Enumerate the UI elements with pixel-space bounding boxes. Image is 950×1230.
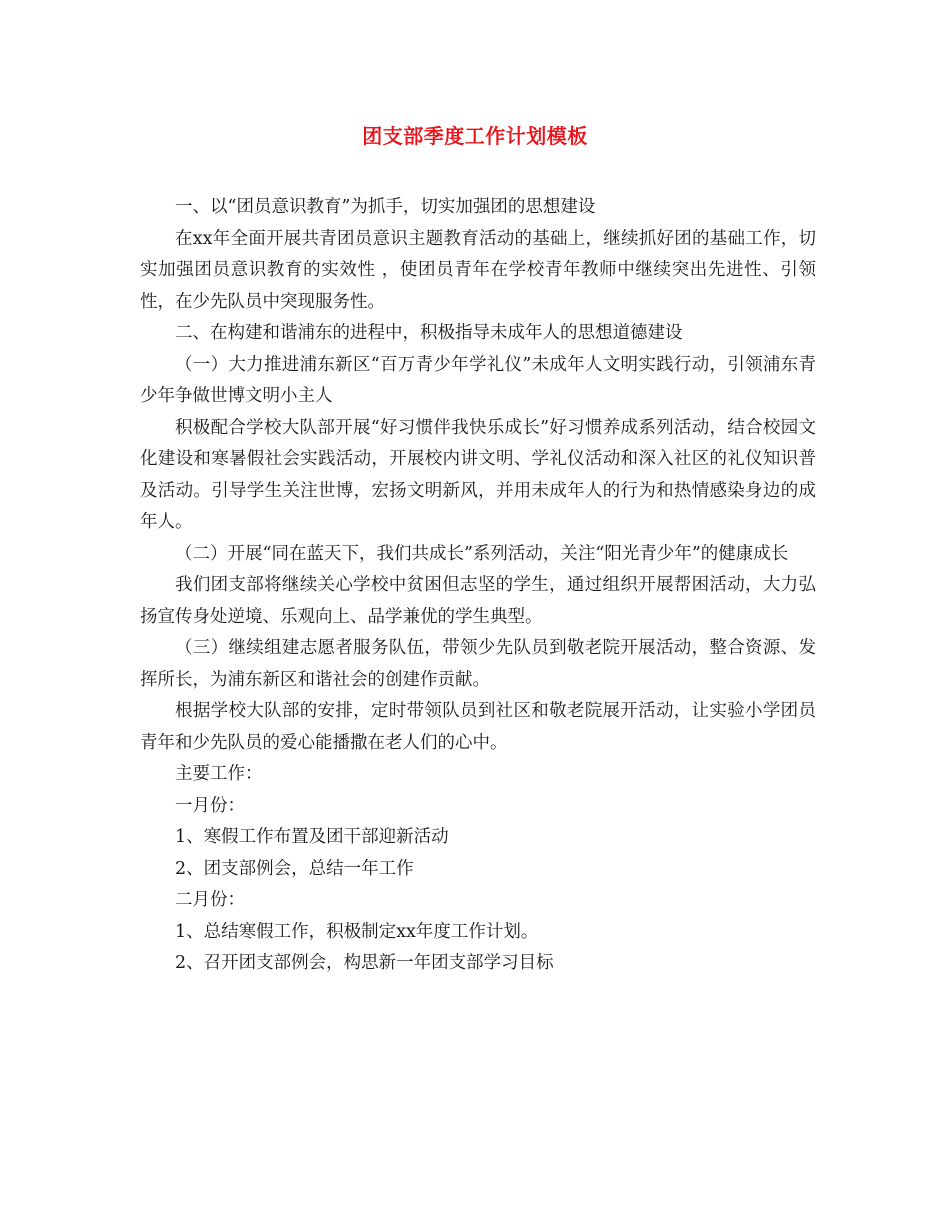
paragraph: 根据学校大队部的安排，定时带领队员到社区和敬老院展开活动，让实验小学团员青年和少先队员的爱心能播撒在老人们的心中。 <box>140 701 816 753</box>
page-title: 团支部季度工作计划模板 <box>362 124 588 148</box>
paragraph: 积极配合学校大队部开展“好习惯伴我快乐成长”好习惯养成系列活动，结合校园文化建设和寒暑假社会实践活动，开展校内讲文明、学礼仪活动和深入社区的礼仪知识普及活动。引导学生关注世博，宏扬文明新风，并用未成年人的行为和热情感染身边的成年人。 <box>140 417 816 532</box>
paragraph: 二、在构建和谐浦东的进程中，积极指导未成年人的思想道德建设 <box>175 323 683 343</box>
paragraph: 一月份： <box>175 795 245 816</box>
document-body <box>140 192 816 980</box>
paragraph: （三）继续组建志愿者服务队伍，带领少先队员到敬老院开展活动，整合资源、发挥所长，为浦东新区和谐社会的创建作贡献。 <box>140 638 816 690</box>
paragraph: （二）开展“同在蓝天下，我们共成长”系列活动，关注“阳光青少年”的健康成长 <box>175 543 789 564</box>
paragraph: 1、寒假工作布置及团干部迎新活动 <box>175 827 449 847</box>
paragraph: 1、总结寒假工作，积极制定xx年度工作计划。 <box>175 921 539 942</box>
paragraph: （一）大力推进浦东新区“百万青少年学礼仪”未成年人文明实践行动，引领浦东青少年争做世博文明小主人 <box>140 354 816 406</box>
paragraph: 主要工作： <box>175 764 263 784</box>
paragraph: 2、召开团支部例会，构思新一年团支部学习目标 <box>175 953 554 973</box>
paragraph: 二月份： <box>175 890 245 910</box>
paragraph: 我们团支部将继续关心学校中贫困但志坚的学生，通过组织开展帮困活动，大力弘扬宣传身处逆境、乐观向上、品学兼优的学生典型。 <box>140 575 816 627</box>
paragraph: 2、团支部例会，总结一年工作 <box>175 858 414 879</box>
paragraph: 在xx年全面开展共青团员意识主题教育活动的基础上，继续抓好团的基础工作，切实加强团员意识教育的实效性 ，使团员青年在学校青年教师中继续突出先进性、引领性，在少先队员中突现服务性。 <box>140 228 816 312</box>
paragraph: 一、以“团员意识教育”为抓手，切实加强团的思想建设 <box>175 197 596 217</box>
